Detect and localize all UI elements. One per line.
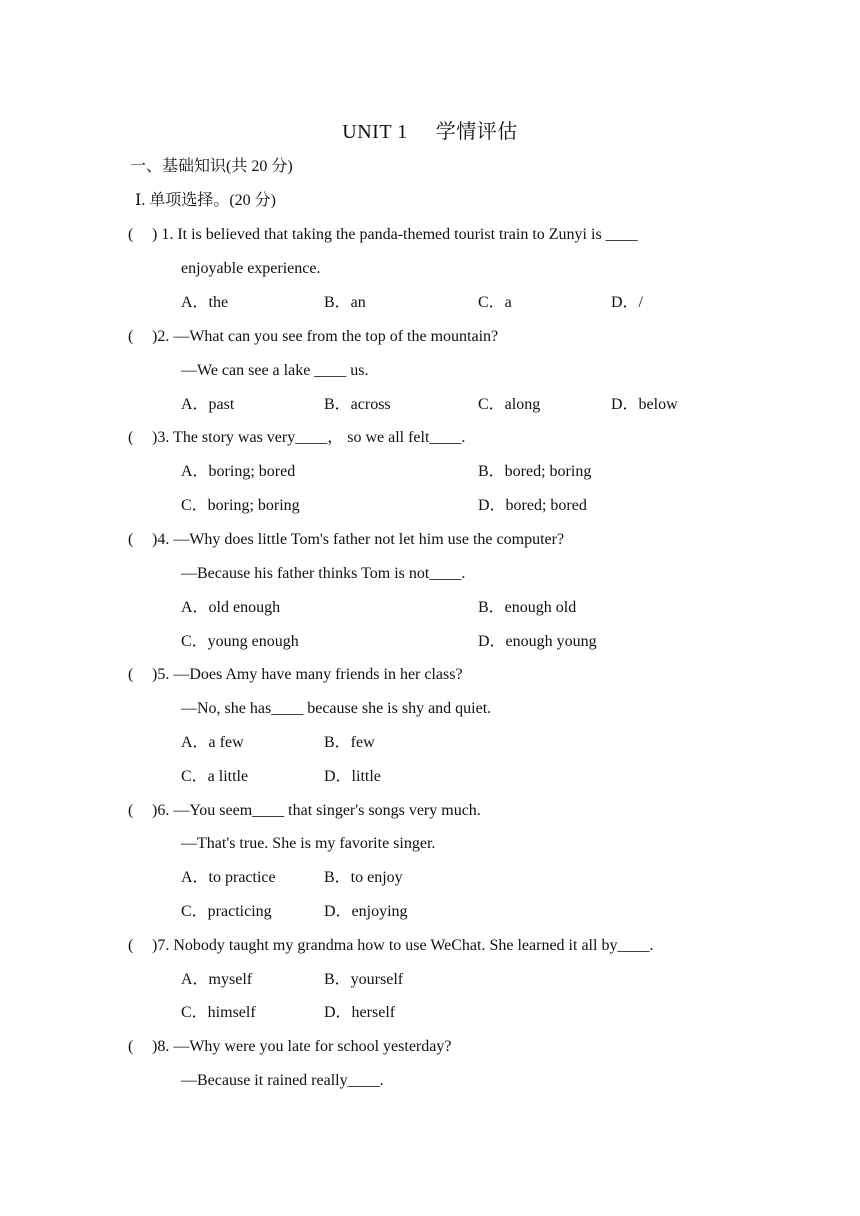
q2-option-b: B．across xyxy=(324,396,391,413)
part-heading: Ⅰ. 单项选择。(20 分) xyxy=(135,192,276,209)
question-text: )8. —Why were you late for school yesterday? xyxy=(152,1038,452,1055)
q7-option-b: B．yourself xyxy=(324,971,404,988)
q1-option-b: B．an xyxy=(324,294,366,311)
q3-option-b: B．bored; boring xyxy=(478,463,592,480)
q6-option-d: D．enjoying xyxy=(324,903,408,920)
q3-option-a: A．boring; bored xyxy=(181,463,296,480)
answer-paren: ( xyxy=(128,328,134,345)
q1-option-a: A．the xyxy=(181,294,229,311)
q2-option-c: C．along xyxy=(478,396,541,413)
question-7-stem xyxy=(128,936,653,956)
answer-paren: ( xyxy=(128,1038,134,1055)
q6-option-b: B．to enjoy xyxy=(324,869,403,886)
q7-option-d: D．herself xyxy=(324,1004,396,1021)
q4-option-b: B．enough old xyxy=(478,599,577,616)
q7-option-a: A．myself xyxy=(181,971,253,988)
q5-option-a: A．a few xyxy=(181,734,244,751)
question-text: )5. —Does Amy have many friends in her class? xyxy=(152,666,463,683)
answer-paren: ( xyxy=(128,429,134,446)
question-6-stem xyxy=(128,801,481,821)
q5-option-b: B．few xyxy=(324,734,375,751)
question-4-stem xyxy=(128,530,564,550)
question-2-stem-cont: —We can see a lake ____ us. xyxy=(181,362,369,379)
section-heading: 一、基础知识(共 20 分) xyxy=(130,158,293,175)
q1-option-c: C．a xyxy=(478,294,512,311)
question-6-stem-cont: —That's true. She is my favorite singer. xyxy=(181,835,436,852)
q3-option-d: D．bored; bored xyxy=(478,497,587,514)
question-5-stem xyxy=(128,665,463,685)
q2-option-a: A．past xyxy=(181,396,235,413)
question-text: )2. —What can you see from the top of the mountain? xyxy=(152,328,499,345)
q4-option-a: A．old enough xyxy=(181,599,281,616)
question-text: )4. —Why does little Tom's father not let him use the computer? xyxy=(152,531,565,548)
question-text: ) 1. It is believed that taking the panda-themed tourist train to Zunyi is ____ xyxy=(152,226,638,243)
q6-option-a: A．to practice xyxy=(181,869,276,886)
question-1-stem-cont: enjoyable experience. xyxy=(181,260,321,277)
page-title xyxy=(0,115,860,144)
question-text: )3. The story was very____， so we all felt____. xyxy=(152,429,466,446)
q6-option-c: C．practicing xyxy=(181,903,272,920)
question-4-stem-cont: —Because his father thinks Tom is not____. xyxy=(181,565,466,582)
question-5-stem-cont: —No, she has____ because she is shy and quiet. xyxy=(181,700,492,717)
title-unit: UNIT 1 xyxy=(342,121,408,143)
q1-option-d: D．/ xyxy=(611,294,644,311)
question-text: )6. —You seem____ that singer's songs very much. xyxy=(152,802,481,819)
q3-option-c: C．boring; boring xyxy=(181,497,300,514)
q5-option-d: D．little xyxy=(324,768,381,785)
question-8-stem-cont: —Because it rained really____. xyxy=(181,1072,384,1089)
answer-paren: ( xyxy=(128,226,134,243)
q7-option-c: C．himself xyxy=(181,1004,256,1021)
answer-paren: ( xyxy=(128,937,134,954)
answer-paren: ( xyxy=(128,531,134,548)
answer-paren: ( xyxy=(128,802,134,819)
q4-option-c: C．young enough xyxy=(181,633,299,650)
question-2-stem xyxy=(128,327,498,347)
question-8-stem xyxy=(128,1037,451,1057)
q4-option-d: D．enough young xyxy=(478,633,597,650)
question-1-stem xyxy=(128,225,638,245)
question-3-stem xyxy=(128,428,465,448)
q5-option-c: C．a little xyxy=(181,768,249,785)
answer-paren: ( xyxy=(128,666,134,683)
question-text: )7. Nobody taught my grandma how to use WeChat. She learned it all by____. xyxy=(152,937,654,954)
title-name: 学情评估 xyxy=(435,121,518,143)
q2-option-d: D．below xyxy=(611,396,678,413)
